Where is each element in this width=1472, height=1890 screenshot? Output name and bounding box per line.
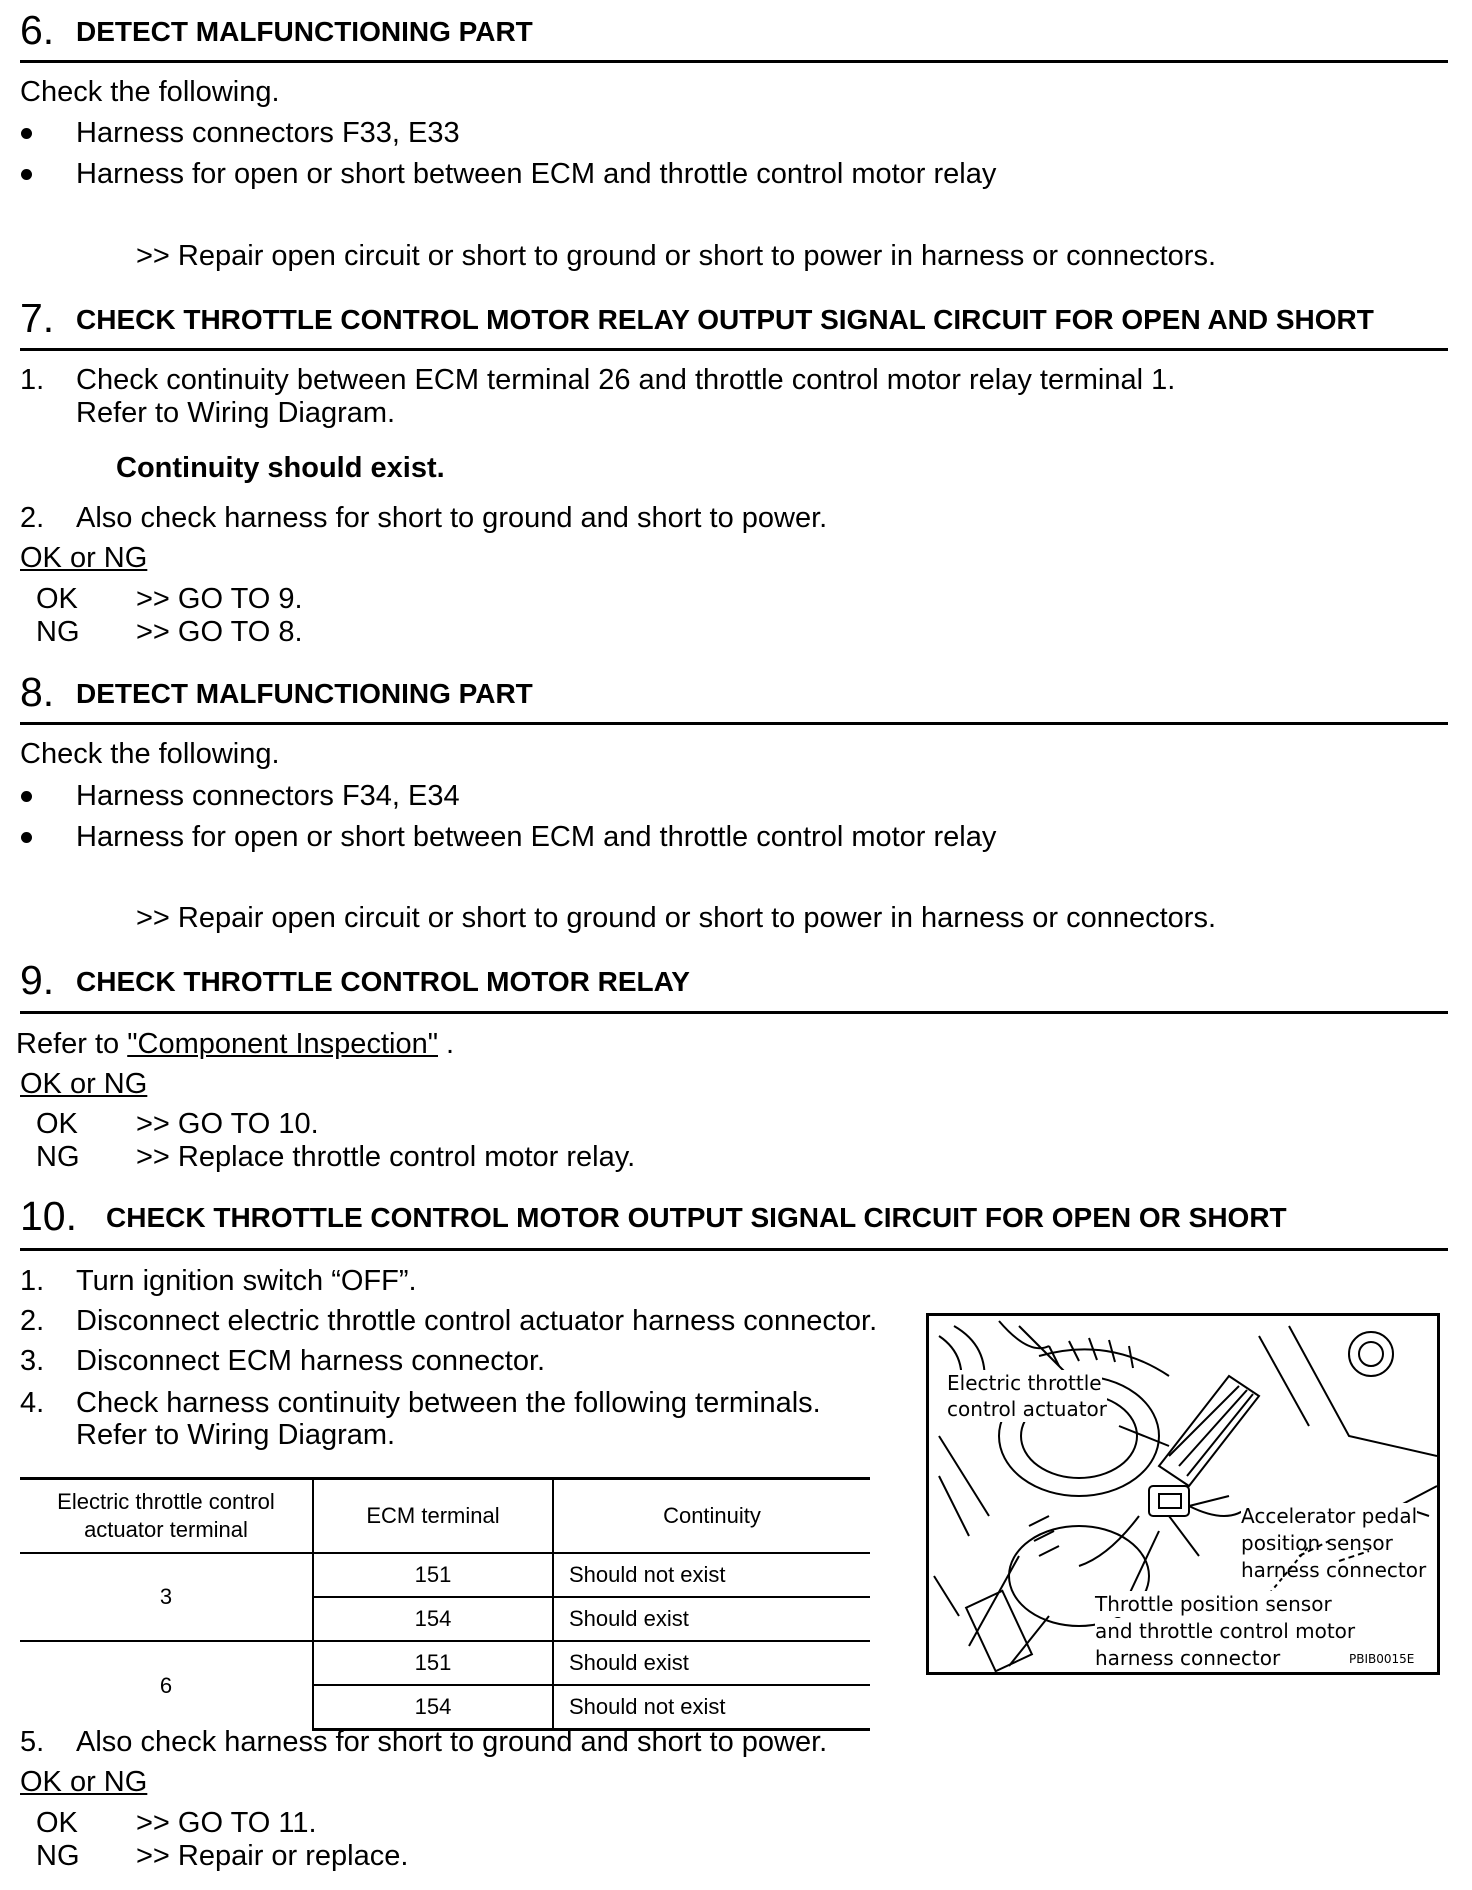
step-8-bullet-2: Harness for open or short between ECM and throttle control motor relay [76, 821, 997, 853]
step-9-ok-action: >> GO TO 10. [136, 1108, 319, 1140]
step-7-ok-action: >> GO TO 9. [136, 583, 303, 615]
step-7-number: 7. [20, 295, 55, 341]
step-7-ok-label: OK [36, 583, 78, 615]
label-app-sensor-line-3: harness connector [1241, 1558, 1427, 1582]
ecm-terminal-cell: 151 [313, 1553, 553, 1597]
step-6-intro: Check the following. [20, 76, 280, 108]
step-10-item-5-number: 5. [20, 1726, 45, 1758]
ecm-terminal-cell: 154 [313, 1685, 553, 1730]
step-7-ng-action: >> GO TO 8. [136, 616, 303, 648]
step-9-ng-label: NG [36, 1141, 80, 1173]
step-8-bullet-1: Harness connectors F34, E34 [76, 780, 460, 812]
continuity-table [20, 1477, 870, 1731]
label-app-sensor-line-2: position sensor [1241, 1531, 1393, 1555]
table-row [20, 1641, 870, 1685]
label-actuator-line-2: control actuator [947, 1397, 1108, 1421]
step-10-item-1-number: 1. [20, 1265, 45, 1297]
step-7-item-1-line-1: Check continuity between ECM terminal 26 and throttle control motor relay terminal 1. [76, 364, 1176, 396]
step-8-number: 8. [20, 669, 55, 715]
step-9-title: CHECK THROTTLE CONTROL MOTOR RELAY [76, 966, 690, 997]
step-10-ng-label: NG [36, 1840, 80, 1872]
continuity-cell: Should not exist [553, 1553, 870, 1597]
column-header-continuity: Continuity [553, 1479, 870, 1554]
ecm-terminal-cell: 151 [313, 1641, 553, 1685]
step-10-item-3-number: 3. [20, 1345, 45, 1377]
step-7-spec: Continuity should exist. [116, 452, 445, 484]
step-7-item-2-number: 2. [20, 502, 45, 534]
actuator-terminal-cell: 3 [20, 1553, 313, 1641]
step-7-item-1-number: 1. [20, 364, 45, 396]
step-9-refer [16, 1028, 454, 1060]
label-tps-line-3: harness connector [1095, 1646, 1281, 1670]
step-9-ok-label: OK [36, 1108, 78, 1140]
step-10-item-4: Check harness continuity between the following terminals. [76, 1387, 821, 1419]
step-7-item-2: Also check harness for short to ground and short to power. [76, 502, 828, 534]
step-9-refer-prefix: Refer to [16, 1028, 128, 1060]
step-8-intro: Check the following. [20, 738, 280, 770]
step-10-item-1: Turn ignition switch “OFF”. [76, 1265, 417, 1297]
step-8-rule [20, 722, 1448, 725]
step-6-action: >> Repair open circuit or short to ground or short to power in harness or connectors. [136, 240, 1217, 272]
continuity-cell: Should exist [553, 1597, 870, 1641]
step-7-ng-label: NG [36, 616, 80, 648]
bullet-icon [21, 169, 32, 180]
step-9-ok-or-ng: OK or NG [20, 1068, 148, 1100]
step-8-action: >> Repair open circuit or short to ground or short to power in harness or connectors. [136, 902, 1217, 934]
column-header-ecm-terminal: ECM terminal [313, 1479, 553, 1554]
step-10-title: CHECK THROTTLE CONTROL MOTOR OUTPUT SIGNAL CIRCUIT FOR OPEN OR SHORT [106, 1202, 1287, 1233]
step-7-rule [20, 348, 1448, 351]
bullet-icon [21, 128, 32, 139]
step-10-item-5: Also check harness for short to ground and short to power. [76, 1726, 828, 1758]
continuity-cell: Should not exist [553, 1685, 870, 1730]
step-9-ng-action: >> Replace throttle control motor relay. [136, 1141, 636, 1173]
step-10-item-2-number: 2. [20, 1305, 45, 1337]
bullet-icon [21, 832, 32, 843]
continuity-cell: Should exist [553, 1641, 870, 1685]
step-10-ok-action: >> GO TO 11. [136, 1807, 317, 1839]
step-10-ok-or-ng: OK or NG [20, 1766, 148, 1798]
step-10-item-4-number: 4. [20, 1387, 45, 1419]
step-10-number: 10. [20, 1193, 77, 1239]
label-tps-line-1: Throttle position sensor [1095, 1592, 1332, 1616]
label-tps-line-2: and throttle control motor [1095, 1619, 1356, 1643]
step-6-number: 6. [20, 7, 55, 53]
step-10-item-3: Disconnect ECM harness connector. [76, 1345, 546, 1377]
column-header-actuator-terminal: Electric throttle control actuator terminal [20, 1479, 313, 1554]
bullet-icon [21, 791, 32, 802]
step-9-number: 9. [20, 957, 55, 1003]
step-9-rule [20, 1011, 1448, 1014]
ecm-terminal-cell: 154 [313, 1597, 553, 1641]
step-6-bullet-1: Harness connectors F33, E33 [76, 117, 460, 149]
step-6-bullet-2: Harness for open or short between ECM and throttle control motor relay [76, 158, 997, 190]
label-app-sensor-line-1: Accelerator pedal [1241, 1504, 1418, 1528]
step-9-refer-suffix: . [438, 1028, 455, 1060]
step-10-ok-label: OK [36, 1807, 78, 1839]
figure-code: PBIB0015E [1349, 1652, 1415, 1666]
label-actuator-line-1: Electric throttle [947, 1371, 1102, 1395]
throttle-actuator-figure [926, 1313, 1440, 1675]
step-7-item-1-line-2: Refer to Wiring Diagram. [76, 397, 396, 429]
table-row [20, 1553, 870, 1597]
step-6-rule [20, 60, 1448, 63]
step-10-rule [20, 1248, 1448, 1251]
step-6-title: DETECT MALFUNCTIONING PART [76, 16, 533, 47]
step-8-title: DETECT MALFUNCTIONING PART [76, 678, 533, 709]
component-inspection-link[interactable]: "Component Inspection" [127, 1028, 438, 1060]
step-10-item-2: Disconnect electric throttle control actuator harness connector. [76, 1305, 878, 1337]
step-7-ok-or-ng: OK or NG [20, 542, 148, 574]
step-10-ng-action: >> Repair or replace. [136, 1840, 409, 1872]
actuator-terminal-cell: 6 [20, 1641, 313, 1730]
step-7-title: CHECK THROTTLE CONTROL MOTOR RELAY OUTPUT SIGNAL CIRCUIT FOR OPEN AND SHORT [76, 304, 1374, 335]
step-10-item-4-line-2: Refer to Wiring Diagram. [76, 1419, 396, 1451]
